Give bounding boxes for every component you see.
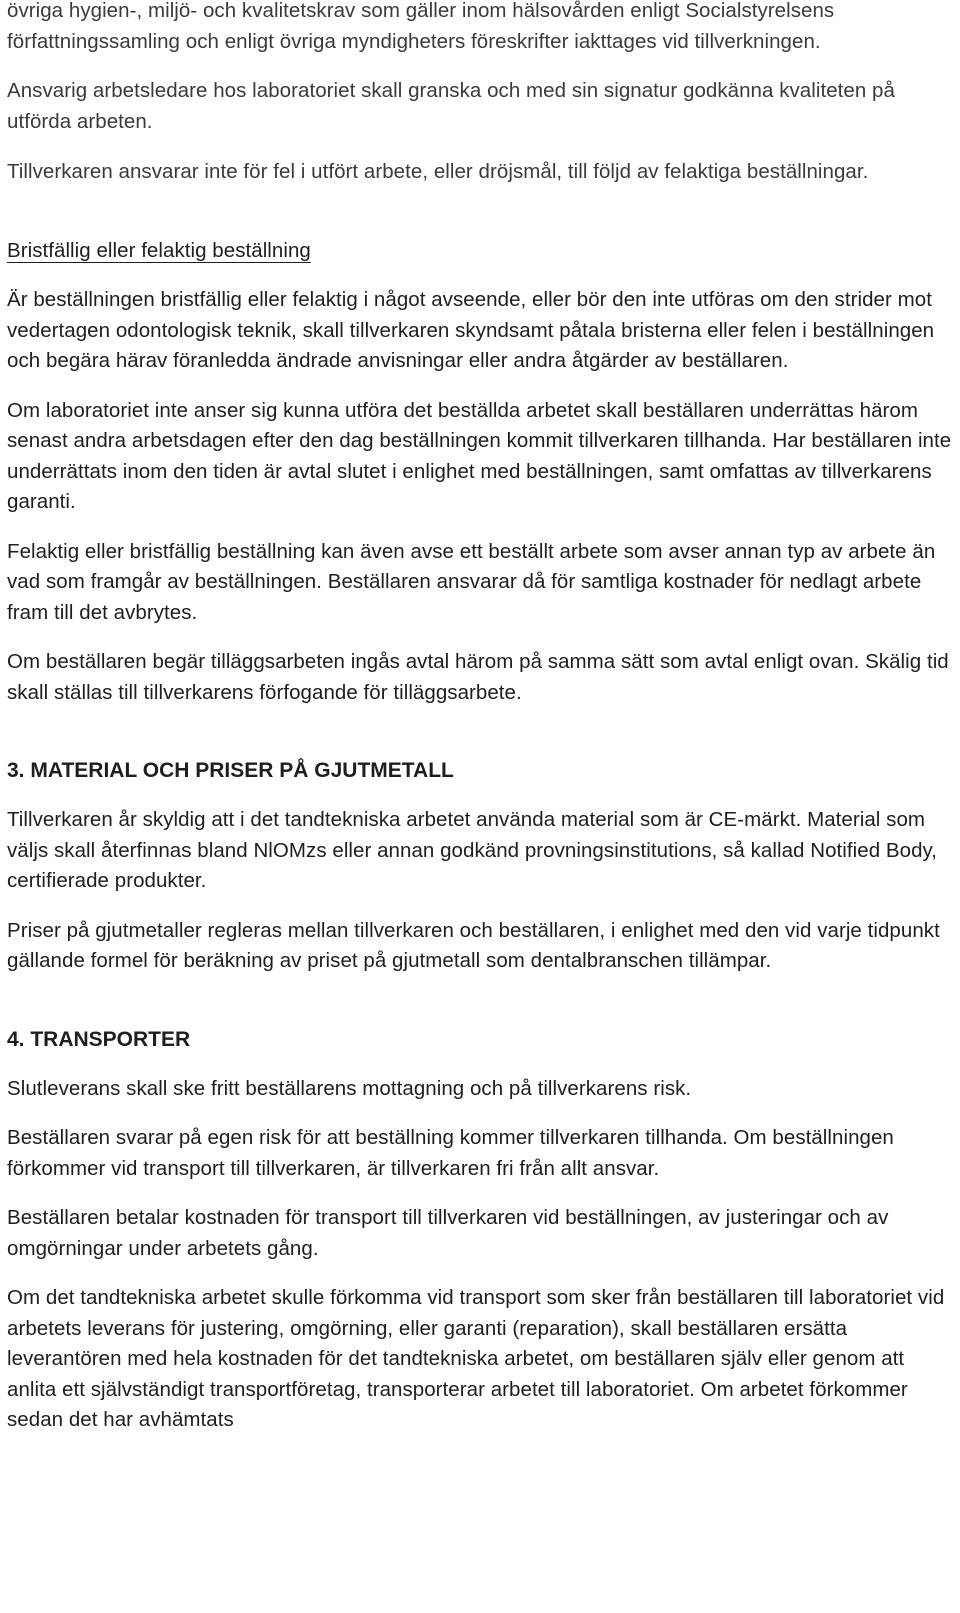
section-4-paragraph-1: Slutleverans skall ske fritt beställarens mottagning och på tillverkarens risk. <box>7 1076 692 1100</box>
subheading-bristfallig <box>7 236 953 267</box>
intro-paragraph-hygiene: övriga hygien-, miljö- och kvalitetskrav som gäller inom hälsovården enligt Socialstyrelsens författningssamling och enligt övriga myndigheters föreskrifter iakttages vid tillverkningen. <box>7 0 835 53</box>
intro-paragraph-supervisor: Ansvarig arbetsledare hos laboratoriet skall granska och med sin signatur godkänna kvaliteten på utförda arbeten. <box>7 79 895 133</box>
section-3-heading: 3. MATERIAL OCH PRISER PÅ GJUTMETALL <box>7 759 454 782</box>
section-3-paragraph-2: Priser på gjutmetaller regleras mellan tillverkaren och beställaren, i enlighet med den vid varje tidpunkt gällande formel för beräkning av priset på gjutmetall som dentalbranschen tillämpar. <box>7 918 940 972</box>
bristfallig-paragraph-4: Om beställaren begär tilläggsarbeten ingås avtal härom på samma sätt som avtal enligt ovan. Skälig tid skall ställas till tillverkarens förfogande för tilläggsarbete. <box>7 650 949 704</box>
section-4-paragraph-2: Beställaren svarar på egen risk för att beställning kommer tillverkaren tillhanda. Om beställningen förkommer vid transport till tillverkaren, är tillverkaren fri från allt ansvar. <box>7 1126 894 1180</box>
document-page <box>7 0 953 1436</box>
bristfallig-paragraph-3: Felaktig eller bristfällig beställning kan även avse ett beställt arbete som avser annan typ av arbete än vad som framgår av beställningen. Beställaren ansvarar då för samtliga kostnader för nedlagt arbete fram till det avbrytes. <box>7 539 936 624</box>
section-3-paragraph-1: Tillverkaren år skyldig att i det tandtekniska arbetet använda material som är CE-märkt. Material som väljs skall återfinnas bland NlOMzs eller annan godkänd provningsinstitutions, så kallad Notified Body, certifierade produkter. <box>7 808 938 892</box>
section-4-paragraph-4: Om det tandtekniska arbetet skulle förkomma vid transport som sker från beställaren till laboratoriet vid arbetets leverans för justering, omgörning, eller garanti (reparation), skall beställaren ersätta leverantören med hela kostnaden för det tandtekniska arbetet, om beställaren själv eller genom att anlita ett självständigt transportföretag, transporterar arbetet till laboratoriet. Om arbetet förkommer sedan det har avhämtats <box>7 1286 945 1431</box>
bristfallig-paragraph-1: Är beställningen bristfällig eller felaktig i något avseende, eller bör den inte utföras om den strider mot vedertagen odontologisk teknik, skall tillverkaren skyndsamt påtala bristerna eller felen i beställningen och begära härav föranledda ändrade anvisningar eller andra åtgärder av beställaren. <box>7 288 935 372</box>
section-4-paragraph-3: Beställaren betalar kostnaden för transport till tillverkaren vid beställningen, av justeringar och av omgörningar under arbetets gång. <box>7 1206 889 1260</box>
intro-paragraph-liability: Tillverkaren ansvarar inte för fel i utfört arbete, eller dröjsmål, till följd av felaktiga beställningar. <box>7 160 869 183</box>
section-4-heading: 4. TRANSPORTER <box>7 1027 191 1051</box>
subheading-bristfallig-text: Bristfällig eller felaktig beställning <box>7 238 311 262</box>
bristfallig-paragraph-2: Om laboratoriet inte anser sig kunna utföra det beställda arbetet skall beställaren underrättas härom senast andra arbetsdagen efter den dag beställningen kommit tillverkaren tillhanda. Har beställaren inte underrättats inom den tiden är avtal slutet i enlighet med beställningen, samt omfattas av tillverkarens garanti. <box>7 398 952 513</box>
